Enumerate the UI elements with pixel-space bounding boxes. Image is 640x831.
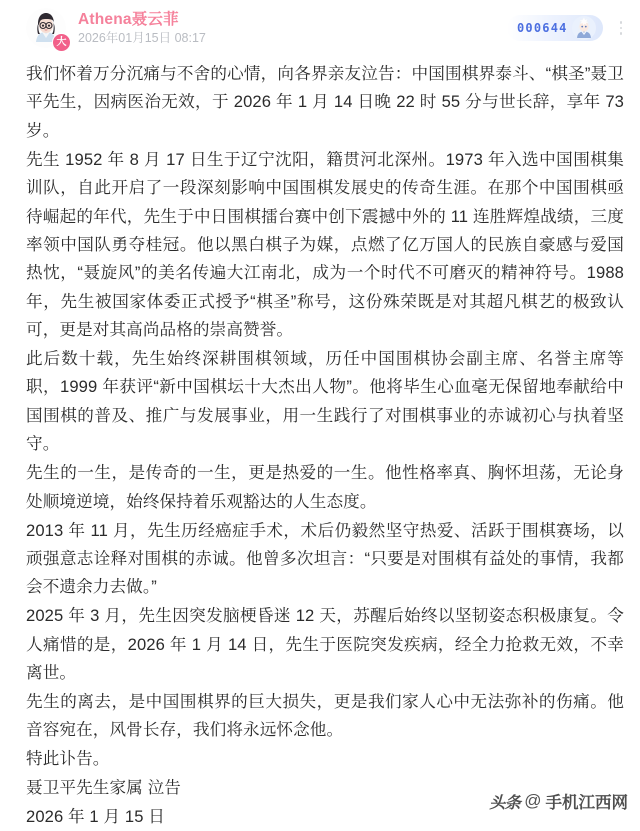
article-paragraph: 2013 年 11 月，先生历经癌症手术，术后仍毅然坚守热爱、活跃于围棋赛场，以顽强意志诠释对围棋的赤诚。他曾多次坦言：“只要是对围棋有益处的事情，我都会不遗余力去做。” — [26, 520, 624, 597]
author-name[interactable]: Athena聂云菲 — [78, 10, 179, 28]
avatar[interactable] — [26, 8, 66, 48]
article-paragraph: 先生的离去，是中国围棋界的巨大损失，更是我们家人心中无法弥补的伤痛。他音容宛在，风骨长存，我们将永远怀念他。 — [26, 691, 624, 740]
level-number: 000644 — [517, 21, 568, 35]
article-paragraph: 我们怀着万分沉痛与不舍的心情，向各界亲友泣告：中国围棋界泰斗、“棋圣”聂卫平先生，因病医治无效，于 2026 年 1 月 14 日晚 22 时 55 分与世长辞，享年 73 岁。 — [26, 64, 624, 140]
watermark-brand: 头条 — [489, 794, 521, 812]
post-header — [0, 0, 640, 56]
more-dot — [620, 21, 623, 24]
article-body — [0, 56, 640, 831]
article-paragraph: 先生的一生，是传奇的一生，更是热爱的一生。他性格率真、胸怀坦荡，无论身处顺境逆境，始终保持着乐观豁达的人生态度。 — [26, 463, 624, 511]
article-signature-date: 2026 年 1 月 15 日 — [26, 807, 165, 827]
article-paragraph: 此后数十载，先生始终深耕围棋领域，历任中国围棋协会副主席、名誉主席等职，1999 年获评“新中国棋坛十大杰出人物”。他将毕生心血毫无保留地奉献给中国围棋的普及、推广与发展事业，用一生践行了对围棋事业的赤诚初心与执着坚守。 — [26, 349, 624, 454]
more-vertical-icon[interactable] — [612, 15, 630, 41]
article-signature: 聂卫平先生家属 泣告 — [26, 778, 181, 798]
post-timestamp: 2026年01月15日 08:17 — [78, 30, 206, 45]
watermark-at-symbol: @ — [524, 791, 542, 810]
article-paragraph: 先生 1952 年 8 月 17 日生于辽宁沈阳，籍贯河北深州。1973 年入选中国围棋集训队，自此开启了一段深刻影响中国围棋发展史的传奇生涯。在那个中国围棋亟待崛起的年代，先生于中日围棋擂台赛中创下震撼中外的 11 连胜辉煌战绩，三度率领中国队勇夺桂冠。他以黑白棋子为媒，点燃了亿万国人的民族自豪感与爱国热忱，“聂旋风”的美名传遍大江南北，成为一个时代不可磨灭的精神符号。1988 年，先生被国家体委正式授予“棋圣”称号，这份殊荣既是对其超凡棋艺的极致认可，更是对其高尚品格的崇高赞誉。 — [26, 149, 624, 340]
more-dot — [620, 27, 623, 30]
author-block — [78, 10, 507, 47]
level-badge-pill[interactable] — [507, 15, 603, 41]
avatar-level-badge: 大 — [52, 33, 71, 52]
watermark-account: 手机江西网 — [545, 794, 628, 812]
article-paragraph: 特此讣告。 — [26, 749, 110, 769]
header-right-group — [507, 15, 630, 41]
article-paragraph: 2025 年 3 月，先生因突发脑梗昏迷 12 天，苏醒后始终以坚韧姿态积极康复。令人痛惜的是，2026 年 1 月 14 日，先生于医院突发疾病，经全力抢救无效，不幸离世。 — [26, 606, 624, 683]
more-dot — [620, 32, 623, 35]
level-avatar-anime-icon — [572, 16, 596, 40]
